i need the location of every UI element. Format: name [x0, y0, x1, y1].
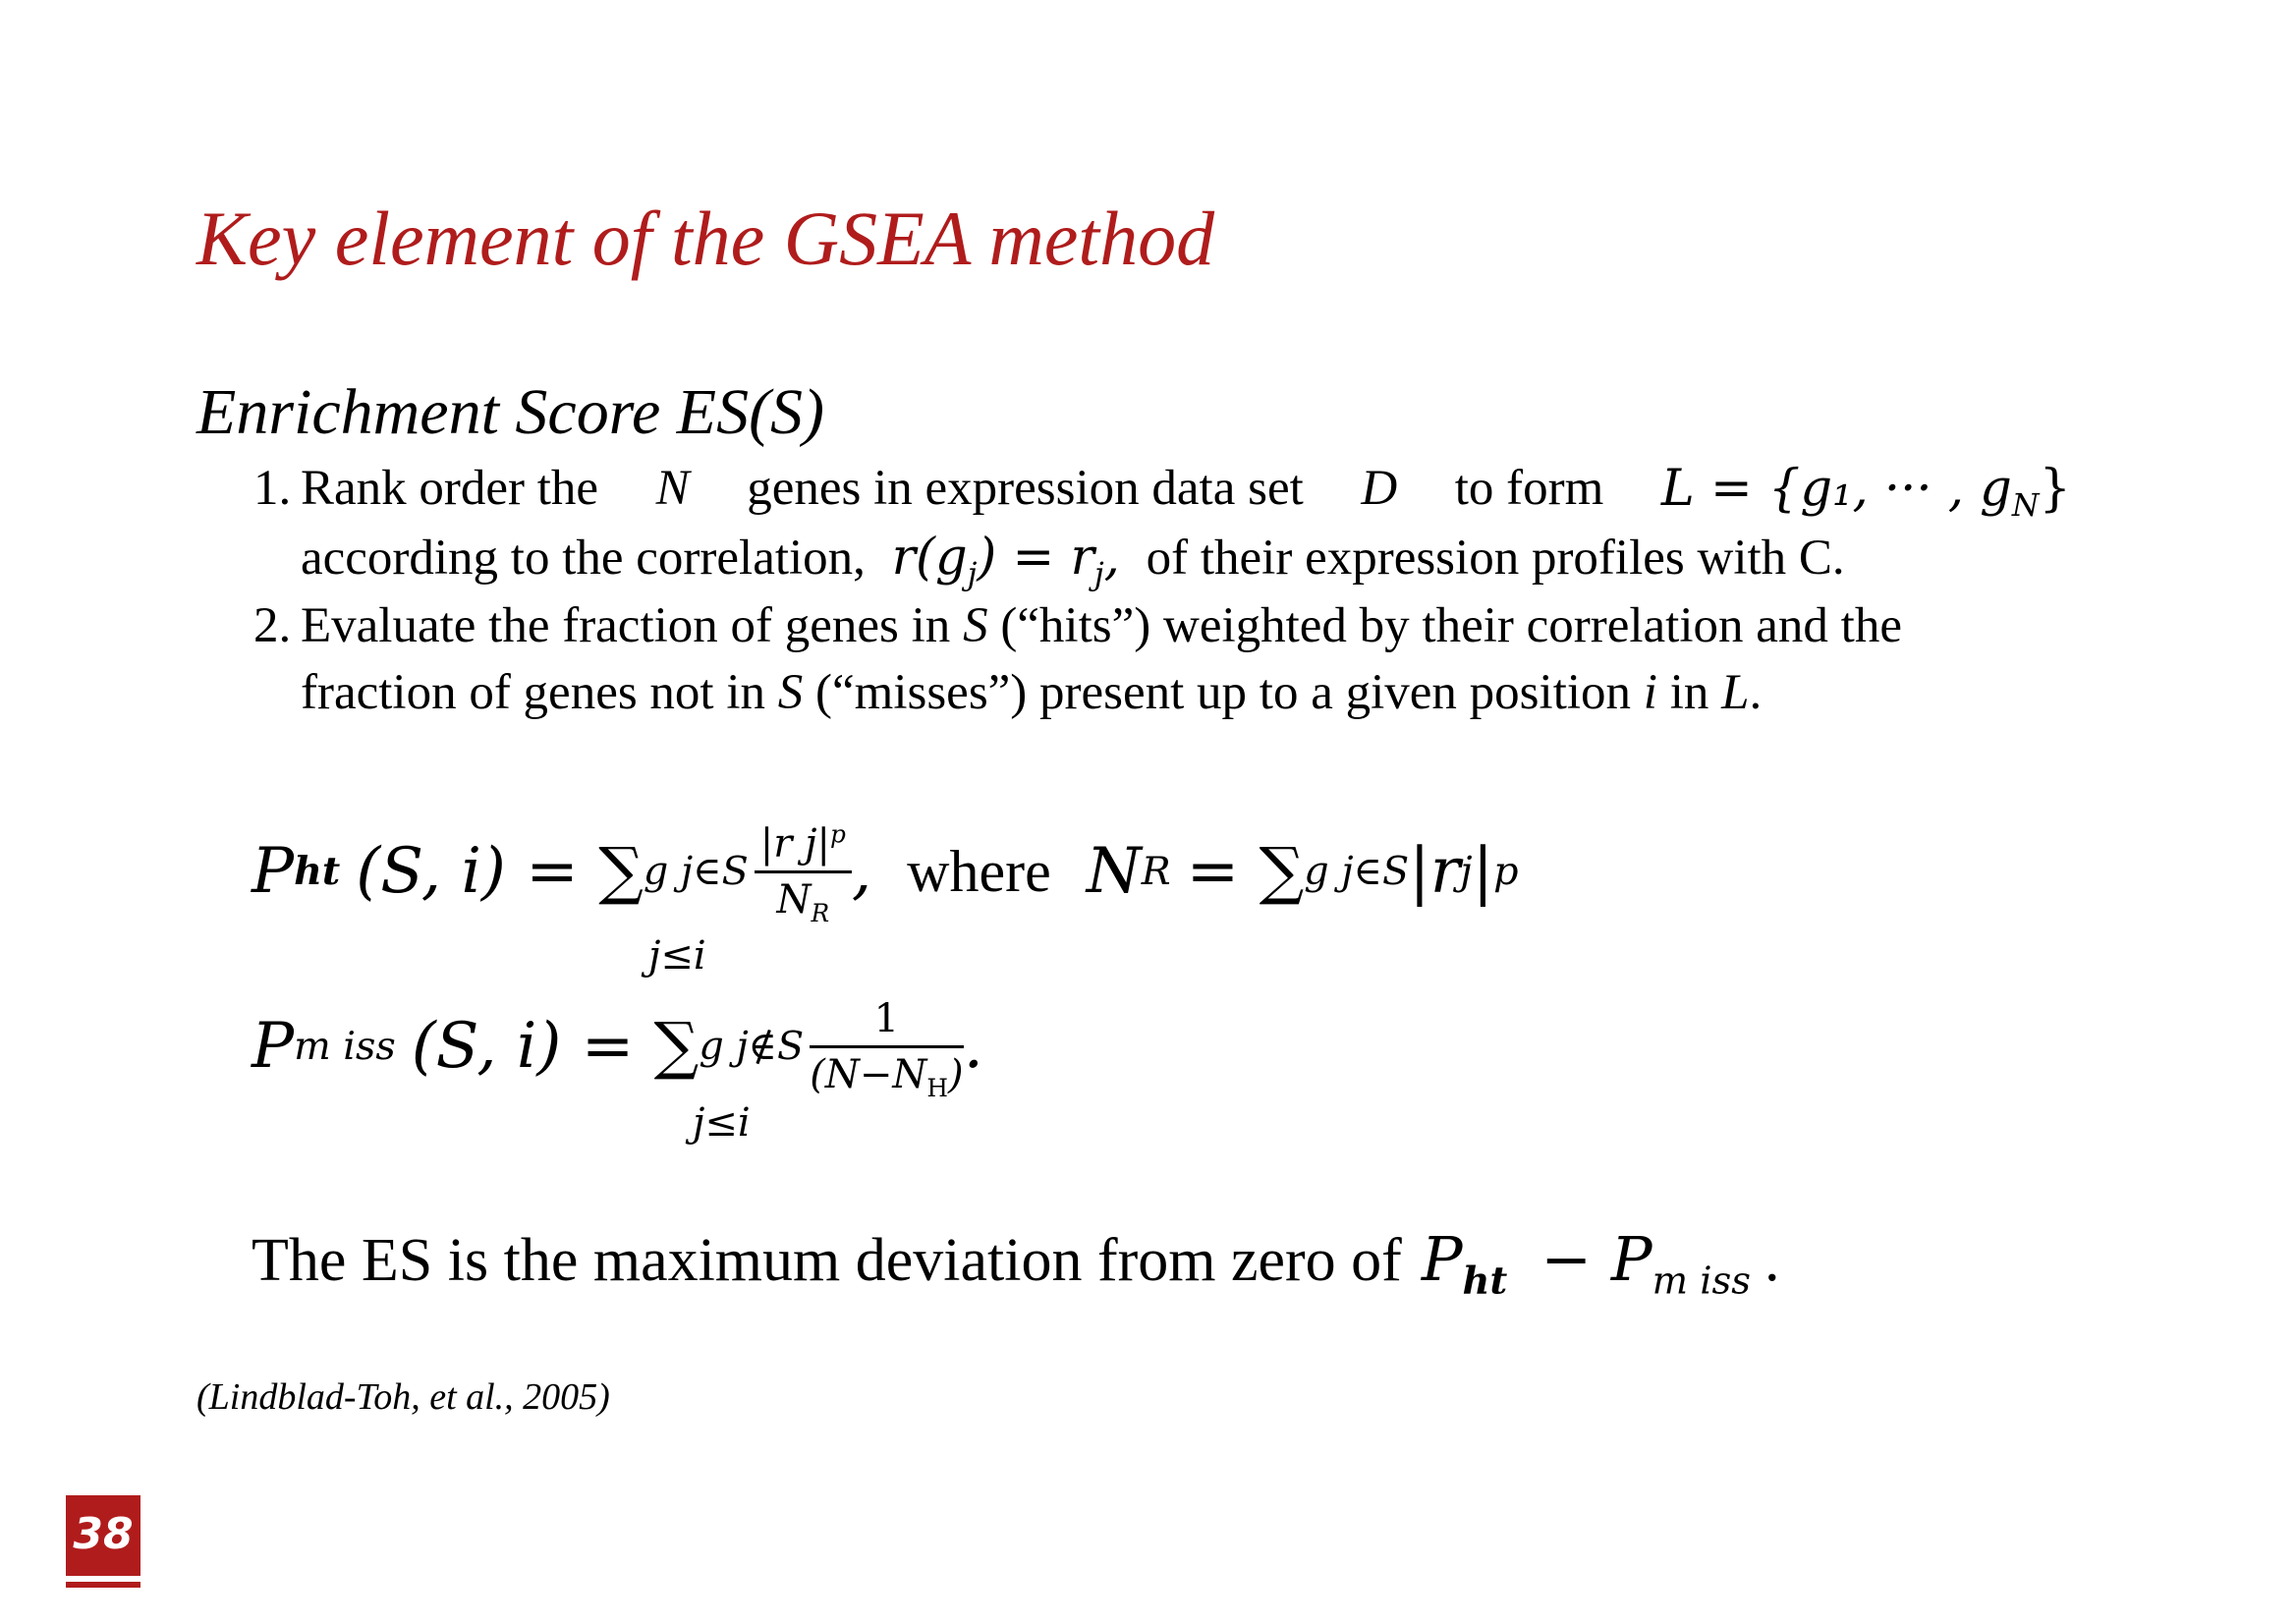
- text: Rank order the: [301, 461, 599, 516]
- list-number: 1.: [253, 461, 292, 516]
- slide-title: Key element of the GSEA method: [196, 196, 1215, 281]
- symbol-n: N: [655, 461, 690, 516]
- correlation-expression: $r(g_j) = r_j$,: [891, 529, 1120, 593]
- list-item-1: [253, 460, 291, 517]
- symbol-d: D: [1361, 461, 1398, 516]
- section-heading: Enrichment Score ES(S): [196, 376, 825, 448]
- list-item-1-line-1: [301, 460, 2071, 525]
- sum-limit: j≤i: [648, 933, 706, 979]
- miss-probability-equation: P m iss (S, i) = ∑ g j∉S $\frac{1}{(N-N_H)}$ .: [252, 995, 983, 1102]
- text: genes in expression data set: [747, 461, 1304, 516]
- list-item-1-line-2: [301, 529, 1845, 593]
- list-set-expression: L = {g₁, ··· , $g_N$}: [1660, 460, 2071, 525]
- hit-probability-equation: P ht (S, i) = ∑ g j∈S $\frac{|r j|^p}{N_R}$ , where N R = ∑ g j∈S |r j | p: [252, 819, 1519, 927]
- fraction: $\frac{1}{(N-N_H)}$: [810, 995, 964, 1102]
- page-number: 38: [73, 1509, 134, 1559]
- text: to form: [1454, 461, 1604, 516]
- list-item-2-line-2: fraction of genes not in S (“misses”) present up to a given position i in L.: [301, 665, 1763, 720]
- text: of their expression profiles with C.: [1146, 531, 1845, 586]
- citation: (Lindblad-Toh, et al., 2005): [196, 1376, 610, 1418]
- list-number: 2.: [253, 598, 292, 653]
- sum-limit: j≤i: [693, 1100, 751, 1146]
- where-label: where: [907, 838, 1051, 904]
- list-item-2-line-1: Evaluate the fraction of genes in S (“hits”) weighted by their correlation and the: [301, 598, 1902, 653]
- text: according to the correlation,: [301, 531, 866, 586]
- fraction: $\frac{|r j|^p}{N_R}$: [755, 821, 852, 923]
- conclusion-text: The ES is the maximum deviation from zero of $P_{ht}$ − $P_{m iss}$ .: [252, 1223, 1780, 1304]
- list-item-2: [253, 597, 291, 654]
- page-number-badge: [66, 1495, 140, 1582]
